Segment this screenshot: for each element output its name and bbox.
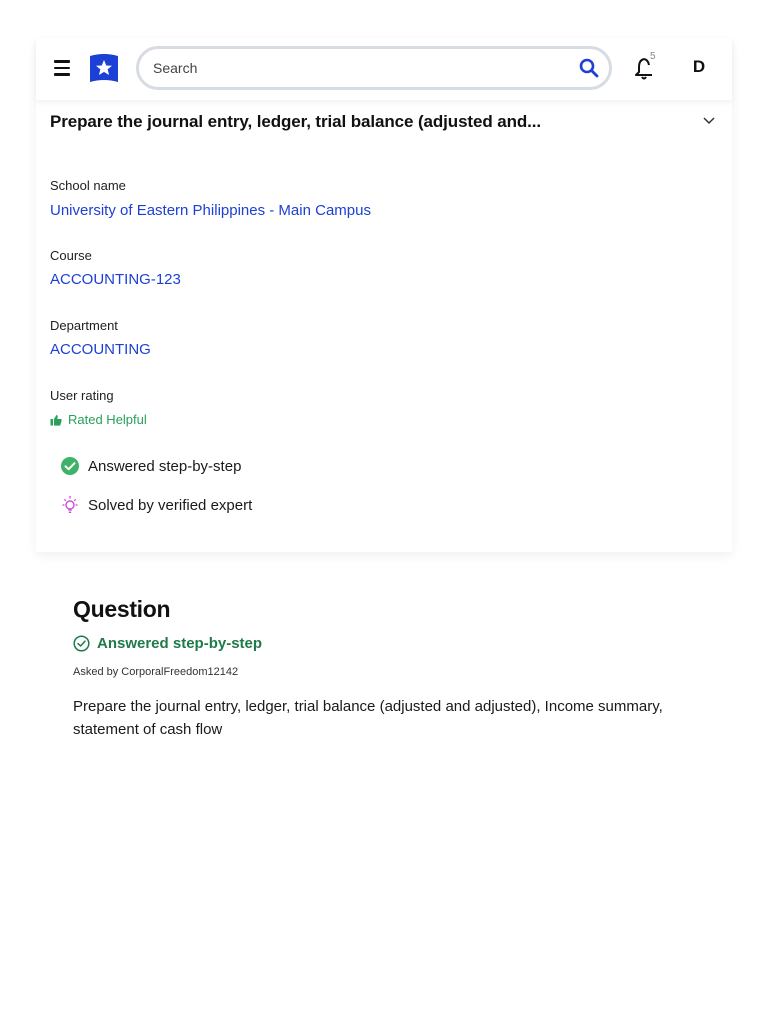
- question-title-toggle[interactable]: [50, 112, 718, 138]
- department-label: Department: [50, 318, 118, 333]
- asked-by-text: Asked by CorporalFreedom12142: [73, 666, 239, 678]
- lightbulb-icon: [60, 495, 80, 515]
- thumbs-up-icon: [50, 414, 62, 426]
- notification-count: 5: [650, 51, 656, 62]
- answered-status: [73, 635, 703, 652]
- question-title: Prepare the journal entry, ledger, trial balance (adjusted and...: [50, 112, 542, 131]
- check-circle-outline-icon: [73, 635, 90, 652]
- department-link[interactable]: ACCOUNTING: [50, 341, 151, 358]
- user-avatar[interactable]: D: [692, 57, 706, 76]
- menu-icon[interactable]: [54, 60, 70, 76]
- course-label: Course: [50, 248, 92, 263]
- expert-feature: [60, 495, 252, 515]
- search-input[interactable]: [153, 49, 563, 87]
- question-section: [73, 596, 703, 741]
- answered-feature-label: Answered step-by-step: [88, 457, 242, 475]
- chevron-down-icon[interactable]: [702, 116, 716, 126]
- school-name-label: School name: [50, 178, 126, 193]
- expert-feature-label: Solved by verified expert: [88, 496, 253, 514]
- school-name-link[interactable]: University of Eastern Philippines - Main Campus: [50, 202, 371, 219]
- answered-feature: [60, 456, 241, 476]
- rating-value: Rated Helpful: [68, 412, 147, 427]
- top-navigation-bar: [36, 38, 732, 100]
- question-body: Prepare the journal entry, ledger, trial balance (adjusted and adjusted), Income summary, statement of cash flow: [73, 698, 663, 738]
- search-bar: [136, 46, 612, 90]
- course-link[interactable]: ACCOUNTING-123: [50, 271, 181, 288]
- question-heading: Question: [73, 596, 171, 622]
- brand-logo-icon[interactable]: [88, 52, 120, 84]
- check-circle-icon: [60, 456, 80, 476]
- question-summary-card: [36, 38, 732, 552]
- rating-badge: [50, 412, 147, 427]
- answered-status-label: Answered step-by-step: [97, 635, 263, 652]
- user-rating-label: User rating: [50, 388, 114, 403]
- search-icon[interactable]: [579, 58, 599, 78]
